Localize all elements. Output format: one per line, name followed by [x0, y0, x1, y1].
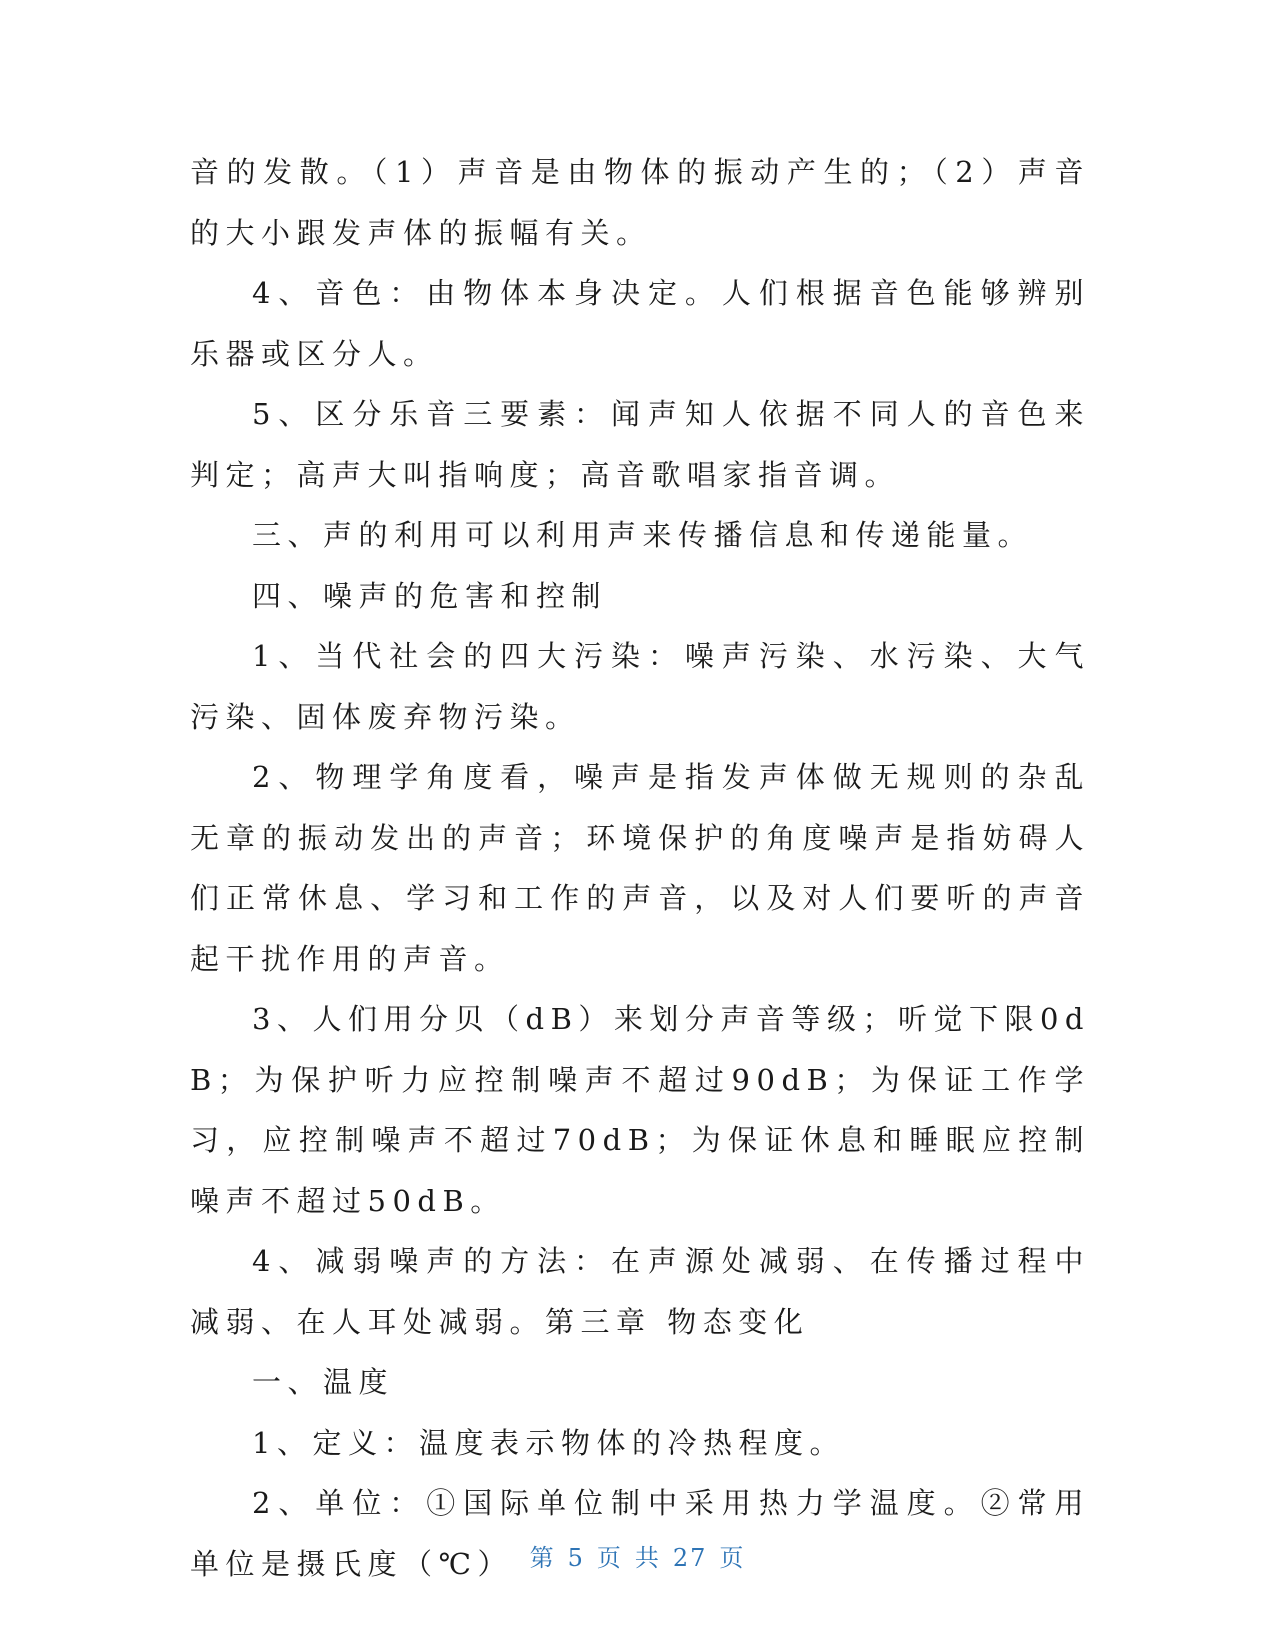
- page-prefix: 第: [529, 1544, 556, 1572]
- paragraph-11: 1、定义：温度表示物体的冷热程度。: [252, 1425, 845, 1460]
- section-heading-temperature: 一、温度: [252, 1365, 395, 1399]
- total-pages: 27: [672, 1544, 708, 1572]
- section-heading-noise: 四、噪声的危害和控制: [252, 578, 608, 613]
- page-number: 5: [567, 1544, 585, 1572]
- paragraph-6: 1、当代社会的四大污染：噪声污染、水污染、大气污染、固体废弃物污染。: [190, 639, 1090, 734]
- paragraph-9: 4、减弱噪声的方法：在声源处减弱、在传播过程中减弱、在人耳处减弱。第三章 物态变化: [190, 1244, 1090, 1339]
- paragraph-7: 2、物理学角度看，噪声是指发声体做无规则的杂乱无章的振动发出的声音；环境保护的角度噪声是指妨碍人们正常休息、学习和工作的声音，以及对人们要听的声音起干扰作用的声音。: [190, 760, 1090, 976]
- page-label: 页: [596, 1544, 623, 1572]
- paragraph-2: 4、音色：由物体本身决定。人们根据音色能够辨别乐器或区分人。: [190, 276, 1090, 371]
- total-prefix: 共: [634, 1544, 661, 1572]
- paragraph-1: 音的发散。（1）声音是由物体的振动产生的；（2）声音的大小跟发声体的振幅有关。: [190, 155, 1090, 250]
- page-footer: [0, 1538, 1275, 1573]
- paragraph-8: 3、人们用分贝（dB）来划分声音等级；听觉下限0dB；为保护听力应控制噪声不超过90dB；为保证工作学习，应控制噪声不超过70dB；为保证休息和睡眠应控制噪声不超过50dB。: [190, 1002, 1090, 1218]
- paragraph-12: 2、单位：①国际单位制中采用热力学温度。②常用单位是摄氏度（℃）: [190, 1486, 1090, 1581]
- paragraph-3: 5、区分乐音三要素：闻声知人依据不同人的音色来判定；高声大叫指响度；高音歌唱家指音调。: [190, 397, 1090, 492]
- paragraph-4: 三、声的利用可以利用声来传播信息和传递能量。: [252, 518, 1034, 552]
- total-label: 页: [719, 1544, 746, 1572]
- document-body: [190, 142, 1090, 1594]
